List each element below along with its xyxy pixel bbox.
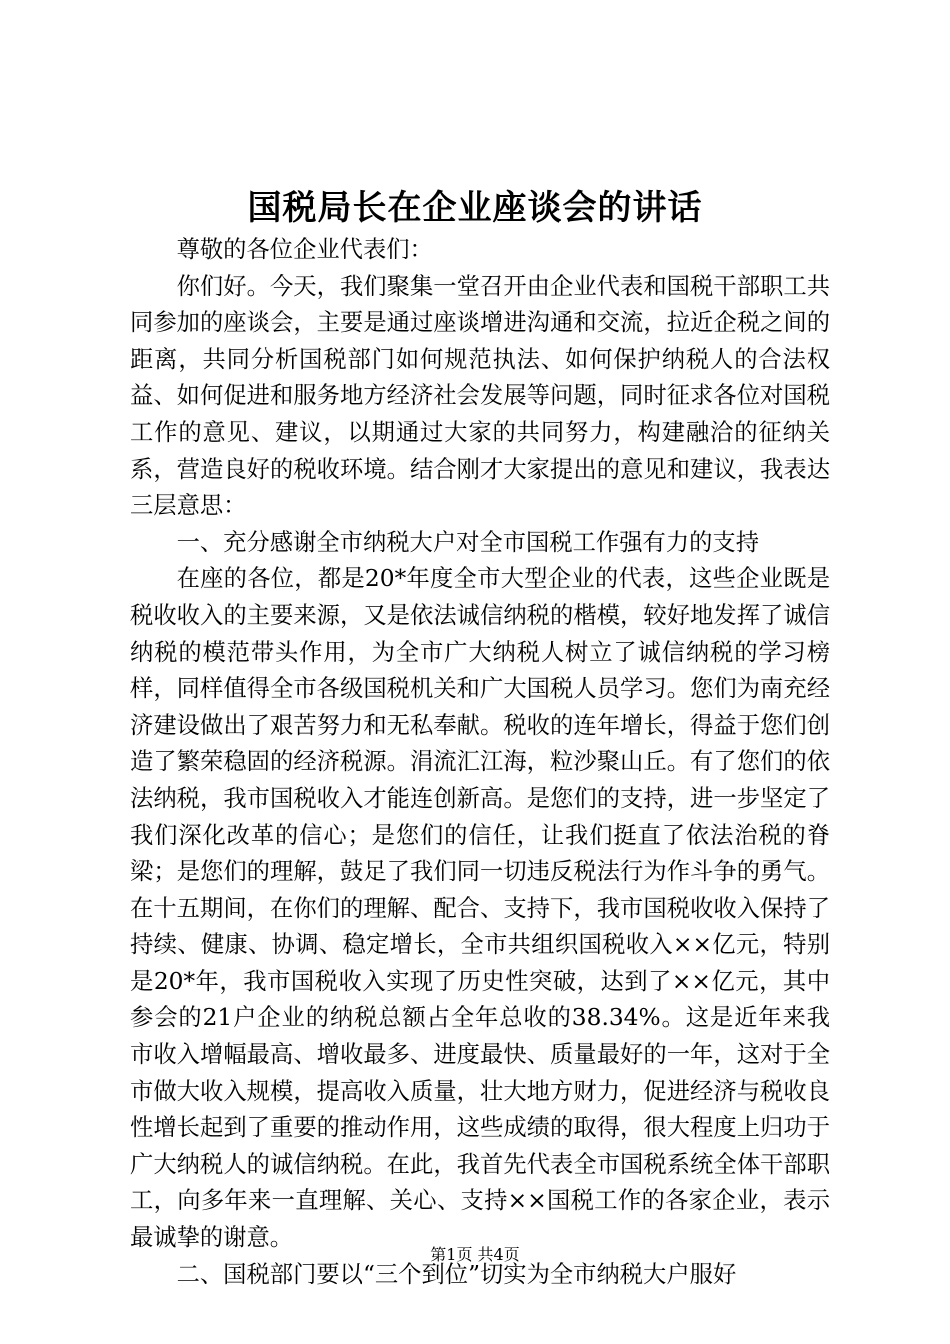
page-number-footer: 第1页 共4页: [430, 1245, 520, 1264]
document-body: [130, 232, 830, 1293]
salutation-paragraph: 尊敬的各位企业代表们：: [176, 236, 433, 263]
document-title: 国税局长在企业座谈会的讲话: [247, 188, 703, 228]
section-heading-1: 一、充分感谢全市纳税大户对全市国税工作强有力的支持: [176, 528, 760, 556]
section-1-paragraph: 在座的各位，都是20*年度全市大型企业的代表，这些企业既是税收收入的主要来源，又是依法诚信纳税的楷模，较好地发挥了诚信纳税的模范带头作用，为全市广大纳税人树立了诚信纳税的学习榜样，同样值得全市各级国税机关和广大国税人员学习。您们为南充经济建设做出了艰苦努力和无私奉献。税收的连年增长，得益于您们创造了繁荣稳固的经济税源。涓流汇江海，粒沙聚山丘。有了您们的依法纳税，我市国税收入才能连创新高。是您们的支持，进一步坚定了我们深化改革的信心；是您们的信任，让我们挺直了依法治税的脊梁；是您们的理解，鼓足了我们同一切违反税法行为作斗争的勇气。在十五期间，在你们的理解、配合、支持下，我市国税收收入保持了持续、健康、协调、稳定增长，全市共组织国税收入××亿元，特别是20*年，我市国税收入实现了历史性突破，达到了××亿元，其中参会的21户企业的纳税总额占全年总收的38.34%。这是近年来我市收入增幅最高、增收最多、进度最快、质量最好的一年，这对于全市做大收入规模，提高收入质量，壮大地方财力，促进经济与税收良性增长起到了重要的推动作用，这些成绩的取得，很大程度上归功于广大纳税人的诚信纳税。在此，我首先代表全市国税系统全体干部职工，向多年来一直理解、关心、支持××国税工作的各家企业，表示最诚挚的谢意。: [130, 565, 830, 1252]
section-heading-2: 二、国税部门要以“三个到位”切实为全市纳税大户服好: [176, 1260, 737, 1288]
intro-paragraph: 你们好。今天，我们聚集一堂召开由企业代表和国税干部职工共同参加的座谈会，主要是通过座谈增进沟通和交流，拉近企税之间的距离，共同分析国税部门如何规范执法、如何保护纳税人的合法权益、如何促进和服务地方经济社会发展等问题，同时征求各位对国税工作的意见、建议，以期通过大家的共同努力，构建融洽的征纳关系，营造良好的税收环境。结合刚才大家提出的意见和建议，我表达三层意思：: [130, 272, 830, 520]
